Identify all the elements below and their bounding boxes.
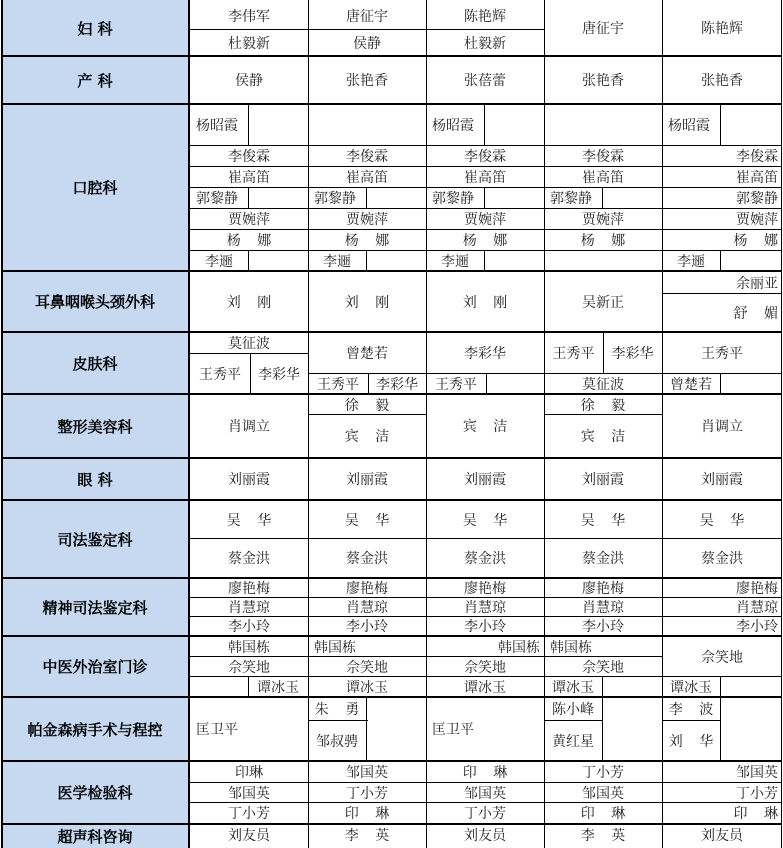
cell: 郭黎静 bbox=[432, 191, 474, 207]
cell: 杨 娜 bbox=[344, 233, 390, 249]
cell: 廖艳梅 bbox=[346, 581, 388, 597]
cell: 徐 毅 bbox=[344, 397, 390, 414]
cell: 陈艳辉 bbox=[464, 9, 506, 25]
cell: 贾婉萍 bbox=[582, 212, 624, 228]
cell: 邹国英 bbox=[582, 785, 624, 802]
cell: 肖慧琼 bbox=[736, 600, 778, 616]
cell: 侯静 bbox=[235, 73, 263, 89]
dept-psychiatric-forensic: 精神司法鉴定科 bbox=[2, 578, 190, 636]
cell: 肖调立 bbox=[228, 419, 270, 435]
cell: 谭冰玉 bbox=[552, 679, 594, 696]
cell: 韩国栋 bbox=[228, 639, 270, 656]
grid-line bbox=[720, 373, 721, 394]
cell: 侯静 bbox=[353, 35, 381, 52]
cell: 莫征波 bbox=[228, 336, 270, 352]
cell: 佘笑地 bbox=[582, 659, 624, 676]
cell: 蔡金洪 bbox=[701, 551, 743, 567]
cell: 吴 华 bbox=[580, 512, 626, 529]
dept-ultrasound: 超声科咨询 bbox=[2, 824, 190, 848]
cell: 陈艳辉 bbox=[701, 21, 743, 37]
cell: 丁小芳 bbox=[228, 806, 270, 822]
cell: 丁小芳 bbox=[346, 785, 388, 802]
cell: 崔高笛 bbox=[464, 170, 506, 186]
cell: 谭冰玉 bbox=[464, 679, 506, 696]
cell: 杨 娜 bbox=[226, 233, 272, 249]
cell: 李小玲 bbox=[346, 619, 388, 635]
cell: 杜毅新 bbox=[464, 35, 506, 52]
cell: 李彩华 bbox=[258, 366, 300, 383]
cell: 匡卫平 bbox=[432, 722, 474, 738]
cell: 舒 媚 bbox=[733, 305, 778, 322]
cell: 崔高笛 bbox=[582, 170, 624, 186]
cell: 李俊霖 bbox=[464, 149, 506, 165]
cell: 李逦 bbox=[205, 253, 233, 270]
cell: 谭冰玉 bbox=[257, 679, 299, 696]
grid-line bbox=[484, 250, 485, 271]
cell: 李逦 bbox=[441, 253, 469, 270]
cell: 莫征波 bbox=[582, 376, 624, 393]
cell: 吴 华 bbox=[699, 512, 745, 529]
cell: 王秀平 bbox=[701, 346, 743, 362]
dept-ent: 耳鼻咽喉头颈外科 bbox=[2, 271, 190, 332]
cell: 刘 刚 bbox=[462, 294, 508, 311]
cell: 印 琳 bbox=[344, 806, 390, 822]
cell: 邹国英 bbox=[464, 785, 506, 802]
cell: 肖慧琼 bbox=[228, 600, 270, 616]
cell: 黄红星 bbox=[552, 733, 594, 750]
cell: 刘友员 bbox=[464, 828, 506, 844]
cell: 李彩华 bbox=[464, 346, 506, 362]
grid-line bbox=[366, 187, 367, 208]
cell: 吴 华 bbox=[462, 512, 508, 529]
cell: 李伟军 bbox=[228, 9, 270, 25]
cell: 宾 洁 bbox=[580, 429, 626, 445]
cell: 丁小芳 bbox=[736, 785, 778, 802]
cell: 韩国栋 bbox=[498, 639, 540, 656]
grid-line bbox=[720, 250, 721, 271]
cell: 邹国英 bbox=[736, 765, 778, 781]
cell: 廖艳梅 bbox=[228, 581, 270, 597]
grid-line bbox=[248, 104, 249, 146]
cell: 廖艳梅 bbox=[582, 581, 624, 597]
cell: 刘丽霞 bbox=[228, 472, 270, 488]
cell: 张艳香 bbox=[582, 73, 624, 89]
cell: 刘 刚 bbox=[344, 294, 390, 311]
cell: 张蓓蕾 bbox=[464, 73, 506, 89]
cell: 李小玲 bbox=[736, 619, 778, 635]
cell: 郭黎静 bbox=[196, 191, 238, 207]
cell: 谭冰玉 bbox=[346, 679, 388, 696]
cell: 吴 华 bbox=[344, 512, 390, 529]
cell: 佘笑地 bbox=[346, 659, 388, 676]
cell: 李彩华 bbox=[376, 376, 418, 393]
cell: 杨 娜 bbox=[580, 233, 626, 249]
cell: 宾 洁 bbox=[344, 429, 390, 445]
cell: 郭黎静 bbox=[314, 191, 356, 207]
cell: 唐征宇 bbox=[346, 9, 388, 25]
cell: 杨 娜 bbox=[733, 233, 778, 249]
cell: 张艳香 bbox=[346, 73, 388, 89]
cell: 肖调立 bbox=[701, 419, 743, 435]
cell: 李小玲 bbox=[228, 619, 270, 635]
cell: 李俊霖 bbox=[346, 149, 388, 165]
cell: 余丽亚 bbox=[736, 275, 778, 292]
cell: 刘 华 bbox=[668, 733, 714, 750]
grid-line bbox=[484, 187, 485, 208]
cell: 肖慧琼 bbox=[464, 600, 506, 616]
cell: 韩国栋 bbox=[550, 639, 592, 656]
cell: 杜毅新 bbox=[228, 35, 270, 52]
grid-line bbox=[720, 104, 721, 146]
cell: 李 波 bbox=[668, 702, 714, 718]
cell: 朱 勇 bbox=[314, 702, 360, 718]
cell: 王秀平 bbox=[199, 366, 241, 383]
cell: 贾婉萍 bbox=[464, 212, 506, 228]
cell: 李逦 bbox=[677, 253, 705, 270]
grid-line bbox=[248, 250, 249, 271]
dept-obstetrics: 产 科 bbox=[2, 56, 190, 104]
cell: 刘丽霞 bbox=[346, 472, 388, 488]
grid-line bbox=[602, 676, 603, 697]
cell: 曾楚若 bbox=[346, 346, 388, 362]
cell: 贾婉萍 bbox=[228, 212, 270, 228]
dept-parkinson: 帕金森病手术与程控 bbox=[2, 697, 190, 761]
cell: 崔高笛 bbox=[346, 170, 388, 186]
cell: 王秀平 bbox=[552, 346, 595, 362]
cell: 李逦 bbox=[323, 253, 351, 270]
cell: 肖慧琼 bbox=[346, 600, 388, 616]
cell: 唐征宇 bbox=[582, 21, 624, 37]
cell: 郭黎静 bbox=[736, 191, 778, 207]
cell: 匡卫平 bbox=[196, 722, 238, 738]
cell: 蔡金洪 bbox=[346, 551, 388, 567]
cell: 印 琳 bbox=[462, 765, 508, 781]
cell: 李彩华 bbox=[611, 346, 654, 362]
cell: 刘丽霞 bbox=[464, 472, 506, 488]
grid-line bbox=[1, 0, 3, 848]
cell: 廖艳梅 bbox=[736, 581, 778, 597]
cell: 崔高笛 bbox=[228, 170, 270, 186]
dept-stomatology: 口腔科 bbox=[2, 104, 190, 271]
cell: 印 琳 bbox=[733, 806, 778, 822]
cell: 李小玲 bbox=[582, 619, 624, 635]
grid-line bbox=[484, 104, 485, 146]
cell: 佘笑地 bbox=[228, 659, 270, 676]
cell: 王秀平 bbox=[317, 376, 359, 393]
cell: 杨 娜 bbox=[462, 233, 508, 249]
grid-line bbox=[602, 187, 603, 208]
cell: 印琳 bbox=[235, 765, 263, 781]
cell: 邹叔骋 bbox=[316, 733, 358, 750]
cell: 张艳香 bbox=[701, 73, 743, 89]
cell: 邹国英 bbox=[228, 785, 270, 802]
grid-line bbox=[366, 250, 367, 271]
dept-dermatology: 皮肤科 bbox=[2, 332, 190, 394]
cell: 徐 毅 bbox=[580, 397, 626, 414]
grid-line bbox=[486, 373, 487, 394]
cell: 崔高笛 bbox=[736, 170, 778, 186]
cell: 佘笑地 bbox=[701, 649, 743, 666]
cell: 曾楚若 bbox=[670, 376, 712, 393]
dept-laboratory: 医学检验科 bbox=[2, 761, 190, 824]
cell: 王秀平 bbox=[435, 376, 477, 393]
cell: 吴 华 bbox=[226, 512, 272, 529]
cell: 刘丽霞 bbox=[582, 472, 624, 488]
cell: 韩国栋 bbox=[314, 639, 356, 656]
cell: 郭黎静 bbox=[550, 191, 592, 207]
grid-line bbox=[720, 676, 721, 697]
cell: 李小玲 bbox=[464, 619, 506, 635]
dept-gynecology: 妇 科 bbox=[2, 0, 190, 56]
cell: 蔡金洪 bbox=[582, 551, 624, 567]
grid-line bbox=[720, 697, 721, 761]
cell: 杨昭霞 bbox=[432, 118, 474, 134]
cell: 杨昭霞 bbox=[668, 118, 710, 134]
cell: 杨昭霞 bbox=[196, 118, 238, 134]
dept-plastic-surgery: 整形美容科 bbox=[2, 394, 190, 458]
cell: 蔡金洪 bbox=[228, 551, 270, 567]
cell: 李俊霖 bbox=[582, 149, 624, 165]
cell: 李 英 bbox=[580, 828, 626, 844]
dept-ophthalmology: 眼 科 bbox=[2, 458, 190, 500]
cell: 贾婉萍 bbox=[736, 212, 778, 228]
cell: 蔡金洪 bbox=[464, 551, 506, 567]
grid-line bbox=[248, 187, 249, 208]
cell: 谭冰玉 bbox=[670, 679, 712, 696]
cell: 丁小芳 bbox=[582, 765, 624, 781]
cell: 宾 洁 bbox=[462, 419, 508, 435]
cell: 印 琳 bbox=[580, 806, 626, 822]
cell: 李俊霖 bbox=[736, 149, 778, 165]
cell: 肖慧琼 bbox=[582, 600, 624, 616]
cell: 佘笑地 bbox=[464, 659, 506, 676]
grid-line bbox=[602, 697, 603, 761]
cell: 李俊霖 bbox=[228, 149, 270, 165]
cell: 刘丽霞 bbox=[701, 472, 743, 488]
dept-forensic: 司法鉴定科 bbox=[2, 500, 190, 578]
cell: 贾婉萍 bbox=[346, 212, 388, 228]
cell: 李 英 bbox=[344, 828, 390, 844]
cell: 丁小芳 bbox=[464, 806, 506, 822]
cell: 吴新正 bbox=[582, 294, 624, 311]
cell: 邹国英 bbox=[346, 765, 388, 781]
cell: 刘友员 bbox=[701, 828, 743, 844]
cell: 陈小峰 bbox=[552, 702, 594, 718]
dept-tcm-external: 中医外治室门诊 bbox=[2, 636, 190, 697]
grid-line bbox=[366, 697, 367, 761]
cell: 廖艳梅 bbox=[464, 581, 506, 597]
cell: 刘 刚 bbox=[226, 294, 272, 311]
cell: 刘友员 bbox=[228, 828, 270, 844]
